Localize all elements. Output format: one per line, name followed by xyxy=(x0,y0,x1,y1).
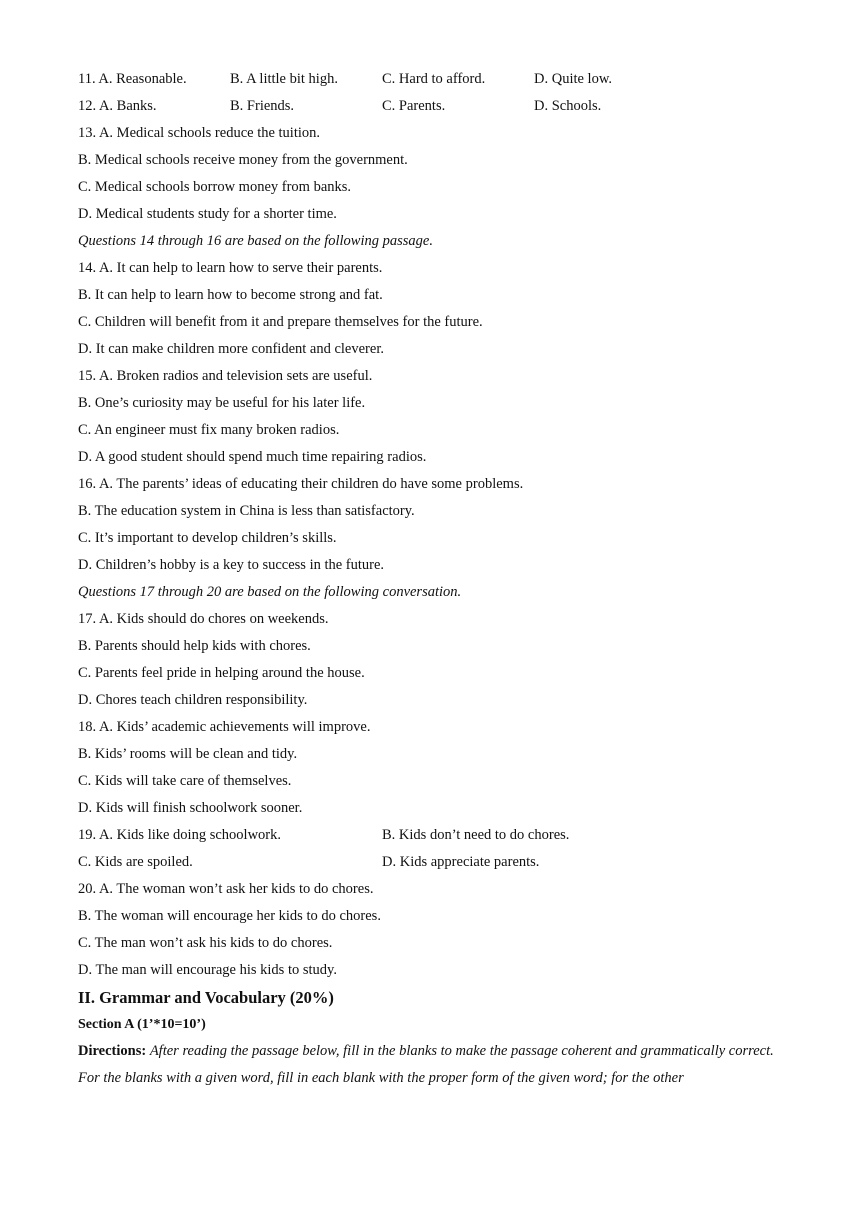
option-11b: B. A little bit high. xyxy=(230,71,338,87)
option-20a: 20. A. The woman won’t ask her kids to do chores. xyxy=(78,881,374,897)
option-13b: B. Medical schools receive money from the government. xyxy=(78,152,408,168)
option-12c: C. Parents. xyxy=(382,98,446,114)
option-19a: 19. A. Kids like doing schoolwork. xyxy=(78,827,281,843)
option-12d: D. Schools. xyxy=(534,98,602,114)
option-17b: B. Parents should help kids with chores. xyxy=(78,638,311,654)
option-19c: C. Kids are spoiled. xyxy=(78,854,193,870)
option-11d: D. Quite low. xyxy=(534,71,612,87)
option-14d: D. It can make children more confident and cleverer. xyxy=(78,341,384,357)
option-14b: B. It can help to learn how to become strong and fat. xyxy=(78,287,383,303)
option-12b: B. Friends. xyxy=(230,98,295,114)
option-16a: 16. A. The parents’ ideas of educating their children do have some problems. xyxy=(78,476,524,492)
option-11a: 11. A. Reasonable. xyxy=(78,71,187,87)
question-19-row-1 xyxy=(78,822,778,849)
option-19b: B. Kids don’t need to do chores. xyxy=(382,827,570,843)
option-18a: 18. A. Kids’ academic achievements will improve. xyxy=(78,719,371,735)
directions-text: After reading the passage below, fill in the blanks to make the passage coherent and grammatically correct. For the blanks with a given word, fill in each blank with the proper form of the given word; for the other xyxy=(78,1043,774,1086)
option-19d: D. Kids appreciate parents. xyxy=(382,854,540,870)
option-14c: C. Children will benefit from it and prepare themselves for the future. xyxy=(78,314,483,330)
directions-label: Directions: xyxy=(78,1043,147,1059)
question-11 xyxy=(78,66,778,93)
option-20b: B. The woman will encourage her kids to do chores. xyxy=(78,908,381,924)
section-2-heading: II. Grammar and Vocabulary (20%) xyxy=(78,988,334,1007)
option-17d: D. Chores teach children responsibility. xyxy=(78,692,308,708)
option-13c: C. Medical schools borrow money from banks. xyxy=(78,179,352,195)
option-14a: 14. A. It can help to learn how to serve their parents. xyxy=(78,260,383,276)
option-17a: 17. A. Kids should do chores on weekends. xyxy=(78,611,329,627)
option-11c: C. Hard to afford. xyxy=(382,71,486,87)
directions-paragraph xyxy=(78,1038,778,1092)
option-18b: B. Kids’ rooms will be clean and tidy. xyxy=(78,746,298,762)
option-15a: 15. A. Broken radios and television sets are useful. xyxy=(78,368,373,384)
option-18d: D. Kids will finish schoolwork sooner. xyxy=(78,800,303,816)
option-15b: B. One’s curiosity may be useful for his later life. xyxy=(78,395,366,411)
option-16c: C. It’s important to develop children’s skills. xyxy=(78,530,337,546)
option-20c: C. The man won’t ask his kids to do chores. xyxy=(78,935,333,951)
option-15c: C. An engineer must fix many broken radios. xyxy=(78,422,340,438)
option-17c: C. Parents feel pride in helping around the house. xyxy=(78,665,365,681)
option-16d: D. Children’s hobby is a key to success in the future. xyxy=(78,557,385,573)
option-13d: D. Medical students study for a shorter time. xyxy=(78,206,337,222)
option-15d: D. A good student should spend much time repairing radios. xyxy=(78,449,427,465)
option-12a: 12. A. Banks. xyxy=(78,98,157,114)
question-19-row-2 xyxy=(78,849,778,876)
passage-note-14-16: Questions 14 through 16 are based on the following passage. xyxy=(78,233,433,249)
option-13a: 13. A. Medical schools reduce the tuition. xyxy=(78,125,321,141)
question-12 xyxy=(78,93,778,120)
section-a-heading: Section A (1’*10=10’) xyxy=(78,1017,206,1032)
option-16b: B. The education system in China is less than satisfactory. xyxy=(78,503,415,519)
exam-page xyxy=(78,66,778,1092)
option-20d: D. The man will encourage his kids to study. xyxy=(78,962,337,978)
passage-note-17-20: Questions 17 through 20 are based on the following conversation. xyxy=(78,584,462,600)
option-18c: C. Kids will take care of themselves. xyxy=(78,773,292,789)
